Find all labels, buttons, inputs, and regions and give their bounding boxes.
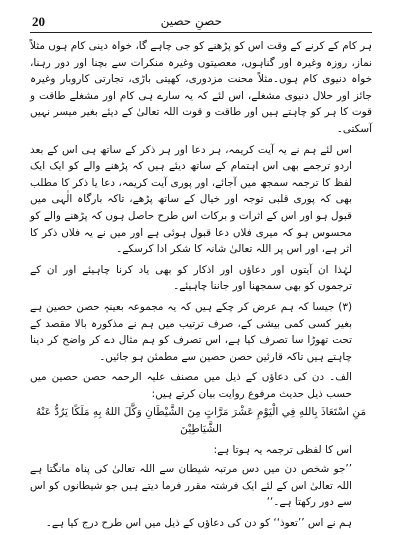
header-rule bbox=[30, 32, 372, 33]
paragraph-8: ہم نے اس ’’تعوذ‘‘ کو دن کی دعاؤں کے ذیل میں اس طرح درج کیا ہے۔ bbox=[45, 516, 352, 529]
paragraph-2: اس لئے ہم نے یہ آیت کریمہ، ہر دعا اور ہر ذکر کے ساتھ ہی اس کے بعد اردو ترجمے بھی اس اہتمام کے ساتھ دیئے ہیں کہ پڑھنے والے کو ایک ایک لفظ کا ترجمہ سمجھ میں آجائے، اور پوری آیت کریمہ، دعا یا ذکر کا مطلب بھی کہ پوری قلبی توجہ اور خیال کے ساتھ پڑھے، تاکہ بارگاہ الٰہی میں قبول ہو اور اس کے اثرات و برکات اس طرح حاصل ہوں کہ پڑھنے والے کو محسوس ہو کہ میری فلاں دعا قبول ہوئی ہے اور میں نے یہ فلاں ذکر کا اثر ہے، اور اس پر اللہ تعالیٰ شانہ کا شکر ادا کرسکے۔ bbox=[30, 143, 352, 256]
paragraph-1: ہر کام کے کرنے کے وقت اس کو پڑھنے کو جی چاہے گا، خواہ دینی کام ہوں مثلاً نماز، روزہ وغیرہ اور گناہوں، معصیتوں وغیرہ منکرات سے بچنا اور دور رہنا، خواہ دنیوی کام ہوں۔مثلاً محنت مزدوری، کھیتی باڑی، تجارتی کاروبار وغیرہ جائز اور حلال دنیوی مشغلے، اس لئے کہ یہ سارے ہی کام اور مشغلے طاقت و قوت کا ہر کو چاہتے ہیں اور طاقت و قوت اللہ تعالیٰ کے دیئے بغیر میسر نہیں آسکتی۔ bbox=[30, 40, 372, 135]
page-number: 20 bbox=[32, 14, 45, 29]
paragraph-5: الف۔ دن کی دعاؤں کے ذیل میں مصنف علیہ الرحمہ حصن حصین میں حسب ذیل حدیث مرفوع روایت بیان کرتے ہیں: bbox=[30, 371, 352, 400]
paragraph-4: (۳) جیسا کہ ہم عرض کر چکے ہیں کہ یہ مجموعہ بعینہٖ حصن حصین ہے بغیر کسی کمی بیشی کے، صرف ترتیب میں ہم نے مذکورہ بالا مقصد کے تحت تھوڑا سا تصرف کیا ہے، اس تصرف کو ہم مثال دے کر واضح کر دینا چاہتے ہیں تاکہ قارئین حصن حصین سے مطمئن ہو جائیں۔ bbox=[30, 300, 352, 363]
paragraph-6: اس کا لفظی ترجمہ یہ ہوتا ہے: bbox=[213, 444, 352, 457]
paragraph-7: ’’جو شخص دن میں دس مرتبہ شیطان سے اللہ تعالیٰ کی پناہ مانگتا ہے اللہ تعالیٰ اس کے لئے ایک فرشتہ مقرر فرما دیتے ہیں جو شیطانوں کو اس سے دور رکھتا ہے۔‘‘ bbox=[30, 463, 352, 509]
running-title: حصنِ حصین bbox=[160, 14, 222, 28]
page-header bbox=[30, 14, 372, 32]
body-text bbox=[30, 38, 372, 535]
arabic-hadith: مَنِ اسْتَعَاذَ بِاللهِ فِي الْيَوْمِ عَشْرَ مَرَّاتٍ مِنَ الشَّيْطَانِ وَكَّلَ اللهُ بِهِ مَلَكًا يَرُدُّ عَنْهُ الشَّيَاطِيْنَ bbox=[35, 406, 367, 436]
paragraph-3: لہٰذا ان آیتوں اور دعاؤں اور اذکار کو بھی یاد کرنا چاہیئے اور ان کے ترجموں کو بھی سمجھنا اور جاننا چاہیئے۔ bbox=[30, 263, 352, 293]
